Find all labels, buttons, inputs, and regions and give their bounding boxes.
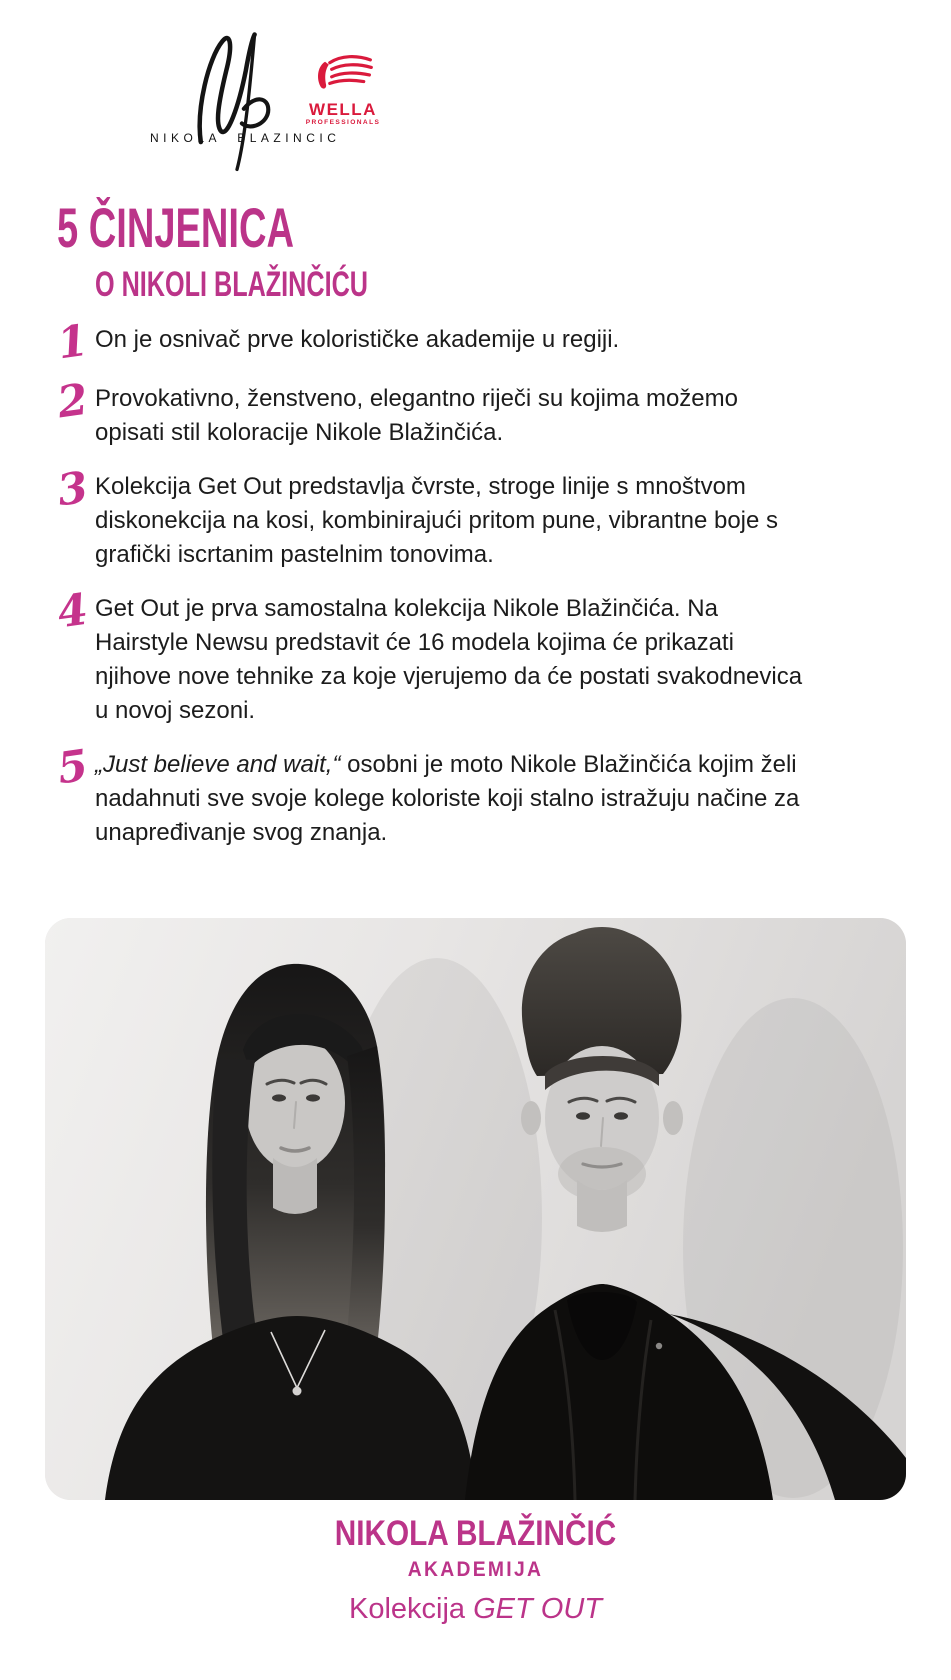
fact-number-2: 2 [54, 374, 92, 429]
brand-name: NIKOLA BLAZINCIC [150, 131, 341, 145]
fact-number-1: 1 [54, 315, 92, 370]
logo-block [0, 0, 420, 210]
wella-wave-icon [310, 52, 376, 96]
footer [0, 1516, 951, 1625]
page-subtitle: O NIKOLI BLAŽINČIĆU [95, 265, 368, 304]
fact-item-5 [54, 740, 895, 850]
fact-text-3 [95, 469, 895, 572]
wella-wordmark: WELLA [309, 100, 377, 119]
fact-line: Get Out je prva samostalna kolekcija Nikole Blažinčića. Na [95, 595, 718, 622]
fact-line: Kolekcija Get Out predstavlja čvrste, stroge linije s mnoštvom [95, 473, 746, 500]
wella-professionals-label: PROFESSIONALS [305, 119, 381, 126]
fact-number-4: 4 [54, 584, 92, 639]
footer-academy-label: AKADEMIJA [407, 1558, 544, 1581]
fact-item-3 [54, 462, 895, 572]
nb-monogram-icon [193, 26, 281, 179]
fact-line: „Just believe and wait,“ osobni je moto Nikole Blažinčića kojim želi [95, 751, 797, 778]
fact-line: nadahnuti sve svoje kolege koloriste koji stalno istražuju načine za [95, 785, 800, 812]
footer-collection [0, 1593, 951, 1625]
fact-item-4 [54, 584, 895, 728]
wella-logo [297, 52, 389, 126]
fact-line: opisati stil koloracije Nikole Blažinčića. [95, 419, 504, 446]
facts-list [54, 315, 895, 869]
page-title: 5 ČINJENICA [57, 196, 295, 259]
portrait-photo [45, 918, 906, 1500]
fact-line: diskonekcija na kosi, kombinirajući pritom pune, vibrantne boje s [95, 507, 779, 534]
fact-text-2 [95, 381, 895, 450]
collection-label: Kolekcija [348, 1593, 474, 1625]
fact-line: Hairstyle Newsu predstavit će 16 modela kojima će prikazati [95, 629, 734, 656]
fact-quote-italic: „Just believe and wait,“ [95, 751, 341, 778]
fact-text-1 [95, 322, 895, 362]
fact-line: unapređivanje svog znanja. [95, 819, 388, 846]
fact-line: On je osnivač prve kolorističke akademije u regiji. [95, 326, 620, 353]
fact-line: Provokativno, ženstveno, elegantno riječi su kojima možemo [95, 385, 738, 412]
fact-line: u novoj sezoni. [95, 697, 256, 724]
collection-name: GET OUT [473, 1593, 602, 1625]
fact-item-1 [54, 315, 895, 370]
fact-line: grafički iscrtanim pastelnim tonovima. [95, 541, 494, 568]
fact-text-5 [95, 747, 895, 850]
fact-line: njihove nove tehnike za koje vjerujemo da će postati svakodnevica [95, 663, 803, 690]
fact-item-2 [54, 374, 895, 450]
fact-number-5: 5 [54, 740, 92, 795]
fact-text-4 [95, 591, 895, 728]
footer-name: NIKOLA BLAŽINČIĆ [334, 1514, 617, 1553]
fact-number-3: 3 [54, 462, 92, 517]
